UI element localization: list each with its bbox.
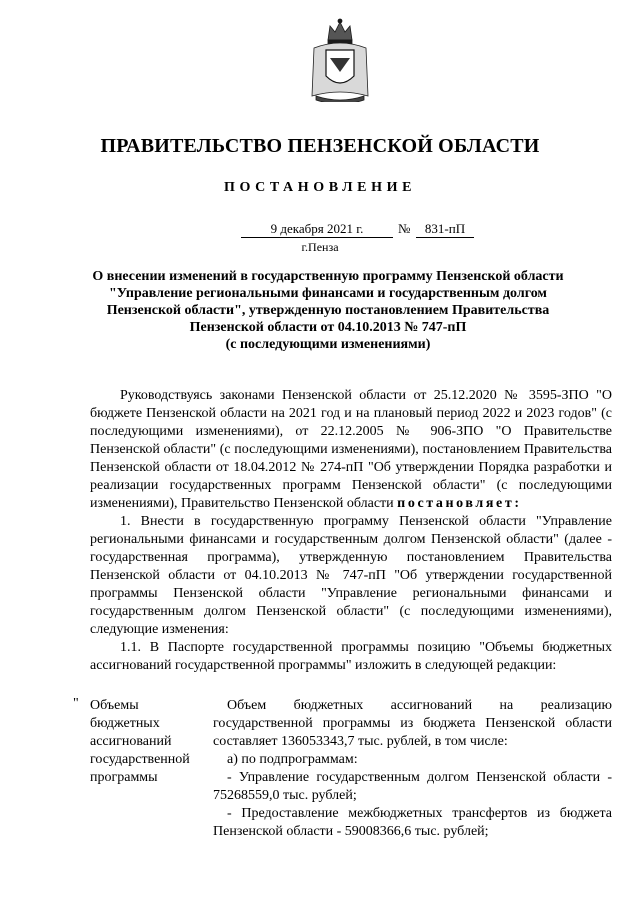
subject-line: О внесении изменений в государственную программу Пензенской области xyxy=(92,269,564,284)
left-cell-line: бюджетных xyxy=(90,716,160,731)
number-sign: № xyxy=(398,221,411,236)
subject-line: Пензенской области от 04.10.2013 № 747-пП xyxy=(189,320,467,335)
table-right-cell xyxy=(213,697,612,841)
document-subject xyxy=(78,268,578,353)
subject-line: Пензенской области", утвержденную постановлением Правительства xyxy=(106,303,550,318)
subject-line: (с последующими изменениями) xyxy=(225,337,431,352)
coat-of-arms-emblem xyxy=(310,18,370,102)
document-type: ПОСТАНОВЛЕНИЕ xyxy=(223,180,417,195)
government-title: ПРАВИТЕЛЬСТВО ПЕНЗЕНСКОЙ ОБЛАСТИ xyxy=(100,135,540,157)
decree-word: постановляет: xyxy=(397,496,522,511)
preamble-text: Руководствуясь законами Пензенской области от 25.12.2020 № 3595-ЗПО "О бюджете Пензенской области на 2021 год и на плановый период 2022 и 2023 годов" (с последующими изменениями), от 22.12.2005 № 906-ЗПО "О Правительстве Пензенской области" (с последующими изменениями), постановлением Правительства Пензенской области от 18.04.2012 № 274-пП "Об утверждении Порядка разработки и реализации государственных программ Пензенской области" (с последующими изменениями), Правительство Пензенской области xyxy=(90,388,612,511)
funding-paragraph: - Предоставление межбюджетных трансфертов из бюджета Пензенской области - 59008366,6 тыс. рублей; xyxy=(213,806,612,839)
funding-paragraph: а) по подпрограммам: xyxy=(227,752,358,767)
document-body xyxy=(90,387,612,675)
left-cell-line: государственной xyxy=(90,752,190,767)
funding-paragraph: Объем бюджетных ассигнований на реализацию государственной программы из бюджета Пензенской области составляет 136053343,7 тыс. рублей, в том числе: xyxy=(213,698,612,749)
document-number: 831-пП xyxy=(416,221,474,238)
item-1-paragraph: 1. Внести в государственную программу Пензенской области "Управление региональными финансами и государственным долгом Пензенской области" (далее - государственная программа), утвержденную постановлением Правительства Пензенской области от 04.10.2013 № 747-пП "Об утверждении государственной программы Пензенской области "Управление региональными финансами и государственным долгом Пензенской области" (с последующими изменениями), следующие изменения: xyxy=(90,514,612,637)
left-cell-line: программы xyxy=(90,770,158,785)
document-date: 9 декабря 2021 г. xyxy=(241,221,393,238)
city-label: г.Пенза xyxy=(301,240,339,254)
preamble-paragraph xyxy=(90,387,612,513)
table-left-cell xyxy=(90,697,208,787)
left-cell-line: Объемы xyxy=(90,698,139,713)
funding-paragraph: - Управление государственным долгом Пензенской области - 75268559,0 тыс. рублей; xyxy=(213,770,612,803)
left-cell-line: ассигнований xyxy=(90,734,172,749)
open-quote-mark: " xyxy=(73,696,79,711)
item-1-1-paragraph: 1.1. В Паспорте государственной программы позицию "Объемы бюджетных ассигнований государственной программы" изложить в следующей редакции: xyxy=(90,640,612,673)
subject-line: "Управление региональными финансами и государственным долгом xyxy=(109,286,547,301)
